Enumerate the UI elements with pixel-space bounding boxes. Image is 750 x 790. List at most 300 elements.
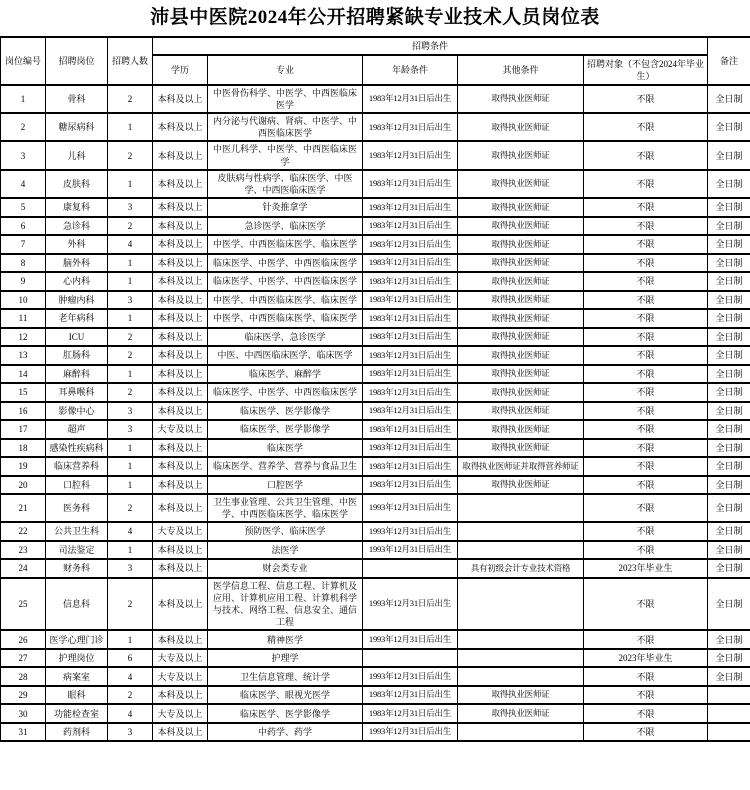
cell-position: 糖尿病科 bbox=[46, 113, 108, 141]
cell-position: 医学心理门诊 bbox=[46, 630, 108, 649]
cell-id: 31 bbox=[1, 723, 46, 742]
cell-age: 1983年12月31日后出生 bbox=[363, 402, 458, 421]
cell-id: 14 bbox=[1, 365, 46, 384]
column-header-education: 学历 bbox=[153, 55, 208, 85]
cell-age: 1993年12月31日后出生 bbox=[363, 522, 458, 541]
recruitment-position-table bbox=[0, 36, 750, 742]
cell-major: 内分泌与代谢病、肾病、中医学、中西医临床医学 bbox=[208, 113, 363, 141]
cell-target: 不限 bbox=[584, 541, 708, 560]
cell-count: 1 bbox=[108, 309, 153, 328]
cell-age: 1983年12月31日后出生 bbox=[363, 141, 458, 169]
cell-id: 11 bbox=[1, 309, 46, 328]
table-row bbox=[1, 309, 750, 328]
cell-position: 医务科 bbox=[46, 494, 108, 522]
cell-major: 中药学、药学 bbox=[208, 723, 363, 742]
cell-other: 取得执业医师证 bbox=[458, 420, 584, 439]
cell-major: 临床医学、营养学、营养与食品卫生 bbox=[208, 457, 363, 476]
cell-remark: 全日制 bbox=[708, 217, 750, 236]
cell-remark: 全日制 bbox=[708, 541, 750, 560]
cell-education: 本科及以上 bbox=[153, 686, 208, 705]
table-row bbox=[1, 420, 750, 439]
cell-education: 本科及以上 bbox=[153, 541, 208, 560]
cell-other: 取得执业医师证 bbox=[458, 198, 584, 217]
cell-target: 2023年毕业生 bbox=[584, 649, 708, 668]
table-row bbox=[1, 85, 750, 113]
cell-position: ICU bbox=[46, 328, 108, 347]
cell-count: 2 bbox=[108, 85, 153, 113]
cell-age: 1983年12月31日后出生 bbox=[363, 198, 458, 217]
cell-education: 大专及以上 bbox=[153, 649, 208, 668]
cell-age bbox=[363, 559, 458, 578]
cell-count: 6 bbox=[108, 649, 153, 668]
cell-id: 5 bbox=[1, 198, 46, 217]
cell-education: 大专及以上 bbox=[153, 522, 208, 541]
cell-target: 不限 bbox=[584, 704, 708, 723]
cell-count: 3 bbox=[108, 559, 153, 578]
cell-id: 28 bbox=[1, 667, 46, 686]
column-header-position: 招聘岗位 bbox=[46, 37, 108, 85]
cell-position: 儿科 bbox=[46, 141, 108, 169]
table-row bbox=[1, 328, 750, 347]
cell-remark: 全日制 bbox=[708, 439, 750, 458]
cell-count: 3 bbox=[108, 291, 153, 310]
cell-age: 1983年12月31日后出生 bbox=[363, 272, 458, 291]
cell-education: 本科及以上 bbox=[153, 217, 208, 236]
cell-id: 12 bbox=[1, 328, 46, 347]
cell-remark: 全日制 bbox=[708, 113, 750, 141]
cell-education: 本科及以上 bbox=[153, 578, 208, 631]
cell-id: 27 bbox=[1, 649, 46, 668]
cell-age: 1983年12月31日后出生 bbox=[363, 420, 458, 439]
cell-other: 取得执业医师证 bbox=[458, 170, 584, 198]
cell-other: 取得执业医师证 bbox=[458, 365, 584, 384]
cell-other bbox=[458, 541, 584, 560]
cell-education: 大专及以上 bbox=[153, 667, 208, 686]
cell-count: 1 bbox=[108, 439, 153, 458]
header-row-top bbox=[1, 37, 750, 55]
table-row bbox=[1, 439, 750, 458]
cell-target: 不限 bbox=[584, 291, 708, 310]
cell-major: 预防医学、临床医学 bbox=[208, 522, 363, 541]
cell-other: 取得执业医师证 bbox=[458, 309, 584, 328]
cell-age: 1983年12月31日后出生 bbox=[363, 704, 458, 723]
cell-target: 不限 bbox=[584, 141, 708, 169]
cell-position: 老年病科 bbox=[46, 309, 108, 328]
cell-position: 眼科 bbox=[46, 686, 108, 705]
cell-count: 1 bbox=[108, 457, 153, 476]
cell-education: 本科及以上 bbox=[153, 383, 208, 402]
cell-education: 大专及以上 bbox=[153, 704, 208, 723]
cell-major: 财会类专业 bbox=[208, 559, 363, 578]
cell-other bbox=[458, 494, 584, 522]
table-row bbox=[1, 494, 750, 522]
cell-other bbox=[458, 522, 584, 541]
cell-age: 1983年12月31日后出生 bbox=[363, 170, 458, 198]
cell-age: 1983年12月31日后出生 bbox=[363, 457, 458, 476]
cell-major: 急诊医学、临床医学 bbox=[208, 217, 363, 236]
cell-major: 护理学 bbox=[208, 649, 363, 668]
cell-id: 4 bbox=[1, 170, 46, 198]
cell-position: 信息科 bbox=[46, 578, 108, 631]
cell-major: 法医学 bbox=[208, 541, 363, 560]
cell-target: 不限 bbox=[584, 365, 708, 384]
cell-remark: 全日制 bbox=[708, 578, 750, 631]
cell-remark: 全日制 bbox=[708, 309, 750, 328]
cell-other bbox=[458, 578, 584, 631]
cell-id: 3 bbox=[1, 141, 46, 169]
cell-age: 1983年12月31日后出生 bbox=[363, 476, 458, 495]
cell-age: 1983年12月31日后出生 bbox=[363, 346, 458, 365]
cell-age: 1983年12月31日后出生 bbox=[363, 309, 458, 328]
cell-education: 本科及以上 bbox=[153, 328, 208, 347]
cell-position: 麻醉科 bbox=[46, 365, 108, 384]
cell-target: 不限 bbox=[584, 328, 708, 347]
table-row bbox=[1, 541, 750, 560]
cell-position: 药剂科 bbox=[46, 723, 108, 742]
cell-other: 取得执业医师证 bbox=[458, 272, 584, 291]
cell-position: 肛肠科 bbox=[46, 346, 108, 365]
table-row bbox=[1, 686, 750, 705]
cell-position: 外科 bbox=[46, 235, 108, 254]
cell-other bbox=[458, 649, 584, 668]
cell-age: 1993年12月31日后出生 bbox=[363, 541, 458, 560]
cell-other bbox=[458, 667, 584, 686]
cell-target: 不限 bbox=[584, 667, 708, 686]
cell-id: 19 bbox=[1, 457, 46, 476]
cell-education: 本科及以上 bbox=[153, 559, 208, 578]
cell-target: 不限 bbox=[584, 113, 708, 141]
cell-remark: 全日制 bbox=[708, 328, 750, 347]
cell-remark: 全日制 bbox=[708, 402, 750, 421]
cell-target: 不限 bbox=[584, 272, 708, 291]
cell-id: 1 bbox=[1, 85, 46, 113]
column-header-position-id: 岗位编号 bbox=[1, 37, 46, 85]
cell-remark bbox=[708, 704, 750, 723]
cell-id: 21 bbox=[1, 494, 46, 522]
cell-education: 本科及以上 bbox=[153, 254, 208, 273]
cell-target: 不限 bbox=[584, 346, 708, 365]
cell-count: 4 bbox=[108, 235, 153, 254]
table-header bbox=[1, 37, 750, 85]
table-row bbox=[1, 254, 750, 273]
cell-position: 司法鉴定 bbox=[46, 541, 108, 560]
cell-age: 1983年12月31日后出生 bbox=[363, 254, 458, 273]
cell-education: 本科及以上 bbox=[153, 198, 208, 217]
cell-education: 本科及以上 bbox=[153, 346, 208, 365]
cell-remark: 全日制 bbox=[708, 291, 750, 310]
cell-remark: 全日制 bbox=[708, 667, 750, 686]
table-row bbox=[1, 649, 750, 668]
cell-id: 10 bbox=[1, 291, 46, 310]
cell-remark: 全日制 bbox=[708, 85, 750, 113]
cell-target: 不限 bbox=[584, 383, 708, 402]
cell-remark: 全日制 bbox=[708, 522, 750, 541]
cell-remark bbox=[708, 686, 750, 705]
cell-age: 1993年12月31日后出生 bbox=[363, 667, 458, 686]
cell-count: 4 bbox=[108, 522, 153, 541]
cell-id: 18 bbox=[1, 439, 46, 458]
cell-major: 医学信息工程、信息工程、计算机及应用、计算机应用工程、计算机科学与技术、网络工程、信息安全、通信工程 bbox=[208, 578, 363, 631]
cell-age: 1983年12月31日后出生 bbox=[363, 291, 458, 310]
cell-other: 取得执业医师证 bbox=[458, 217, 584, 236]
cell-target: 不限 bbox=[584, 457, 708, 476]
cell-position: 皮肤科 bbox=[46, 170, 108, 198]
cell-education: 本科及以上 bbox=[153, 235, 208, 254]
cell-major: 临床医学、医学影像学 bbox=[208, 420, 363, 439]
table-row bbox=[1, 170, 750, 198]
cell-target: 不限 bbox=[584, 476, 708, 495]
cell-count: 3 bbox=[108, 402, 153, 421]
cell-position: 急诊科 bbox=[46, 217, 108, 236]
table-row bbox=[1, 704, 750, 723]
cell-other: 取得执业医师证 bbox=[458, 346, 584, 365]
cell-other: 取得执业医师证 bbox=[458, 235, 584, 254]
cell-education: 本科及以上 bbox=[153, 476, 208, 495]
cell-major: 卫生信息管理、统计学 bbox=[208, 667, 363, 686]
cell-target: 不限 bbox=[584, 402, 708, 421]
cell-target: 不限 bbox=[584, 522, 708, 541]
cell-age: 1983年12月31日后出生 bbox=[363, 439, 458, 458]
cell-count: 2 bbox=[108, 217, 153, 236]
cell-id: 13 bbox=[1, 346, 46, 365]
cell-major: 临床医学、医学影像学 bbox=[208, 402, 363, 421]
cell-other: 取得执业医师证 bbox=[458, 402, 584, 421]
table-row bbox=[1, 141, 750, 169]
cell-age: 1993年12月31日后出生 bbox=[363, 494, 458, 522]
cell-major: 中医学、中西医临床医学、临床医学 bbox=[208, 291, 363, 310]
cell-position: 耳鼻喉科 bbox=[46, 383, 108, 402]
cell-count: 1 bbox=[108, 365, 153, 384]
table-row bbox=[1, 578, 750, 631]
cell-age: 1983年12月31日后出生 bbox=[363, 365, 458, 384]
table-row bbox=[1, 217, 750, 236]
cell-other: 取得执业医师证 bbox=[458, 476, 584, 495]
cell-major: 中医、中西医临床医学、临床医学 bbox=[208, 346, 363, 365]
column-header-count: 招聘人数 bbox=[108, 37, 153, 85]
column-group-header-conditions: 招聘条件 bbox=[153, 37, 708, 55]
cell-position: 感染性疾病科 bbox=[46, 439, 108, 458]
cell-target: 不限 bbox=[584, 439, 708, 458]
table-row bbox=[1, 291, 750, 310]
cell-remark: 全日制 bbox=[708, 383, 750, 402]
cell-education: 本科及以上 bbox=[153, 272, 208, 291]
cell-id: 8 bbox=[1, 254, 46, 273]
cell-age: 1983年12月31日后出生 bbox=[363, 686, 458, 705]
cell-major: 临床医学、急诊医学 bbox=[208, 328, 363, 347]
cell-count: 2 bbox=[108, 383, 153, 402]
cell-count: 2 bbox=[108, 686, 153, 705]
cell-id: 25 bbox=[1, 578, 46, 631]
cell-position: 心内科 bbox=[46, 272, 108, 291]
table-row bbox=[1, 723, 750, 742]
cell-other: 取得执业医师证 bbox=[458, 383, 584, 402]
cell-major: 临床医学 bbox=[208, 439, 363, 458]
table-row bbox=[1, 272, 750, 291]
cell-target: 不限 bbox=[584, 309, 708, 328]
cell-age: 1993年12月31日后出生 bbox=[363, 578, 458, 631]
table-row bbox=[1, 402, 750, 421]
cell-id: 9 bbox=[1, 272, 46, 291]
cell-target: 不限 bbox=[584, 578, 708, 631]
table-row bbox=[1, 383, 750, 402]
cell-count: 3 bbox=[108, 723, 153, 742]
table-body bbox=[1, 85, 750, 741]
table-row bbox=[1, 559, 750, 578]
cell-remark: 全日制 bbox=[708, 365, 750, 384]
cell-major: 针灸推拿学 bbox=[208, 198, 363, 217]
cell-remark: 全日制 bbox=[708, 457, 750, 476]
cell-major: 中医儿科学、中医学、中西医临床医学 bbox=[208, 141, 363, 169]
page-title: 沛县中医院2024年公开招聘紧缺专业技术人员岗位表 bbox=[150, 7, 600, 28]
cell-education: 本科及以上 bbox=[153, 309, 208, 328]
cell-remark: 全日制 bbox=[708, 494, 750, 522]
cell-other: 取得执业医师证 bbox=[458, 141, 584, 169]
cell-target: 2023年毕业生 bbox=[584, 559, 708, 578]
cell-other: 取得执业医师证 bbox=[458, 704, 584, 723]
cell-major: 临床医学、中医学、中西医临床医学 bbox=[208, 272, 363, 291]
cell-count: 1 bbox=[108, 476, 153, 495]
cell-other: 取得执业医师证 bbox=[458, 439, 584, 458]
cell-count: 1 bbox=[108, 272, 153, 291]
cell-other: 具有初级会计专业技术资格 bbox=[458, 559, 584, 578]
cell-age: 1983年12月31日后出生 bbox=[363, 383, 458, 402]
cell-remark: 全日制 bbox=[708, 235, 750, 254]
cell-remark: 全日制 bbox=[708, 346, 750, 365]
cell-education: 本科及以上 bbox=[153, 170, 208, 198]
cell-remark: 全日制 bbox=[708, 170, 750, 198]
cell-position: 财务科 bbox=[46, 559, 108, 578]
cell-id: 29 bbox=[1, 686, 46, 705]
cell-id: 2 bbox=[1, 113, 46, 141]
cell-education: 本科及以上 bbox=[153, 439, 208, 458]
cell-position: 脑外科 bbox=[46, 254, 108, 273]
cell-remark: 全日制 bbox=[708, 649, 750, 668]
cell-position: 影像中心 bbox=[46, 402, 108, 421]
cell-id: 16 bbox=[1, 402, 46, 421]
cell-other bbox=[458, 723, 584, 742]
cell-education: 本科及以上 bbox=[153, 630, 208, 649]
cell-education: 大专及以上 bbox=[153, 420, 208, 439]
cell-target: 不限 bbox=[584, 217, 708, 236]
cell-major: 口腔医学 bbox=[208, 476, 363, 495]
cell-position: 康复科 bbox=[46, 198, 108, 217]
cell-position: 骨科 bbox=[46, 85, 108, 113]
cell-position: 功能检查室 bbox=[46, 704, 108, 723]
cell-age: 1983年12月31日后出生 bbox=[363, 113, 458, 141]
cell-education: 本科及以上 bbox=[153, 113, 208, 141]
cell-id: 24 bbox=[1, 559, 46, 578]
cell-count: 2 bbox=[108, 346, 153, 365]
cell-target: 不限 bbox=[584, 494, 708, 522]
cell-major: 中医骨伤科学、中医学、中西医临床医学 bbox=[208, 85, 363, 113]
cell-major: 精神医学 bbox=[208, 630, 363, 649]
cell-remark bbox=[708, 723, 750, 742]
cell-other: 取得执业医师证并取得营养师证 bbox=[458, 457, 584, 476]
cell-major: 中医学、中西医临床医学、临床医学 bbox=[208, 235, 363, 254]
cell-remark: 全日制 bbox=[708, 141, 750, 169]
cell-remark: 全日制 bbox=[708, 254, 750, 273]
cell-other: 取得执业医师证 bbox=[458, 85, 584, 113]
cell-age: 1993年12月31日后出生 bbox=[363, 723, 458, 742]
table-row bbox=[1, 457, 750, 476]
cell-education: 本科及以上 bbox=[153, 365, 208, 384]
column-header-target: 招聘对象（不包含2024年毕业生） bbox=[584, 55, 708, 85]
cell-other: 取得执业医师证 bbox=[458, 254, 584, 273]
cell-position: 肿瘤内科 bbox=[46, 291, 108, 310]
table-row bbox=[1, 235, 750, 254]
cell-id: 23 bbox=[1, 541, 46, 560]
cell-education: 本科及以上 bbox=[153, 141, 208, 169]
cell-count: 4 bbox=[108, 667, 153, 686]
cell-other: 取得执业医师证 bbox=[458, 686, 584, 705]
cell-target: 不限 bbox=[584, 723, 708, 742]
cell-age: 1983年12月31日后出生 bbox=[363, 217, 458, 236]
cell-education: 本科及以上 bbox=[153, 457, 208, 476]
cell-count: 2 bbox=[108, 141, 153, 169]
cell-position: 病案室 bbox=[46, 667, 108, 686]
table-row bbox=[1, 667, 750, 686]
column-header-age: 年龄条件 bbox=[363, 55, 458, 85]
cell-count: 1 bbox=[108, 170, 153, 198]
cell-major: 临床医学、中医学、中西医临床医学 bbox=[208, 383, 363, 402]
table-row bbox=[1, 365, 750, 384]
cell-count: 1 bbox=[108, 113, 153, 141]
cell-education: 本科及以上 bbox=[153, 85, 208, 113]
cell-count: 1 bbox=[108, 630, 153, 649]
cell-id: 6 bbox=[1, 217, 46, 236]
cell-other: 取得执业医师证 bbox=[458, 328, 584, 347]
table-row bbox=[1, 630, 750, 649]
cell-count: 1 bbox=[108, 541, 153, 560]
cell-remark: 全日制 bbox=[708, 198, 750, 217]
cell-position: 临床营养科 bbox=[46, 457, 108, 476]
cell-major: 临床医学、中医学、中西医临床医学 bbox=[208, 254, 363, 273]
cell-age: 1983年12月31日后出生 bbox=[363, 85, 458, 113]
cell-remark: 全日制 bbox=[708, 476, 750, 495]
table-row bbox=[1, 476, 750, 495]
cell-id: 22 bbox=[1, 522, 46, 541]
cell-other bbox=[458, 630, 584, 649]
cell-education: 本科及以上 bbox=[153, 494, 208, 522]
cell-position: 口腔科 bbox=[46, 476, 108, 495]
cell-target: 不限 bbox=[584, 170, 708, 198]
cell-major: 皮肤病与性病学、临床医学、中医学、中西医临床医学 bbox=[208, 170, 363, 198]
cell-other: 取得执业医师证 bbox=[458, 113, 584, 141]
cell-target: 不限 bbox=[584, 235, 708, 254]
cell-major: 临床医学、麻醉学 bbox=[208, 365, 363, 384]
cell-major: 卫生事业管理、公共卫生管理、中医学、中西医临床医学、临床医学 bbox=[208, 494, 363, 522]
cell-major: 中医学、中西医临床医学、临床医学 bbox=[208, 309, 363, 328]
table-row bbox=[1, 198, 750, 217]
cell-count: 2 bbox=[108, 578, 153, 631]
cell-count: 1 bbox=[108, 254, 153, 273]
table-row bbox=[1, 522, 750, 541]
cell-count: 3 bbox=[108, 198, 153, 217]
cell-target: 不限 bbox=[584, 85, 708, 113]
cell-count: 3 bbox=[108, 420, 153, 439]
cell-education: 本科及以上 bbox=[153, 291, 208, 310]
cell-target: 不限 bbox=[584, 254, 708, 273]
column-header-other: 其他条件 bbox=[458, 55, 584, 85]
cell-major: 临床医学、眼视光医学 bbox=[208, 686, 363, 705]
cell-age: 1983年12月31日后出生 bbox=[363, 235, 458, 254]
table-row bbox=[1, 346, 750, 365]
cell-target: 不限 bbox=[584, 630, 708, 649]
cell-count: 2 bbox=[108, 328, 153, 347]
cell-age bbox=[363, 649, 458, 668]
table-row bbox=[1, 113, 750, 141]
cell-position: 超声 bbox=[46, 420, 108, 439]
